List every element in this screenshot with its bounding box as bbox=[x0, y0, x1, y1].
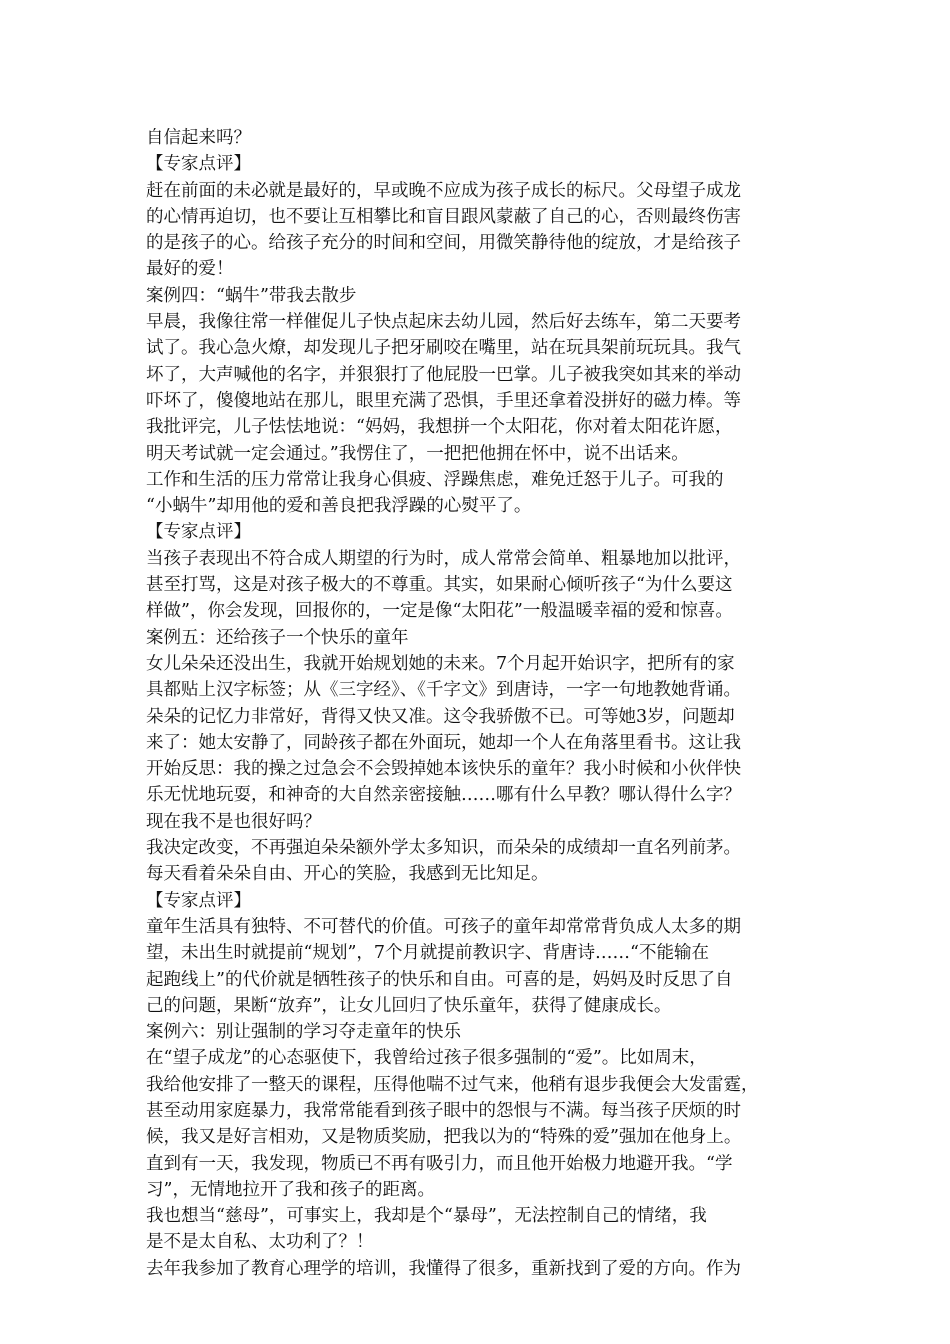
text-line: 的心情再迫切，也不要让互相攀比和盲目跟风蒙蔽了自己的心，否则最终伤害 bbox=[146, 206, 741, 227]
text-line: 直到有一天，我发现，物质已不再有吸引力，而且他开始极力地避开我。“学 bbox=[146, 1153, 733, 1174]
text-line: 每天看着朵朵自由、开心的笑脸，我感到无比知足。 bbox=[146, 864, 549, 885]
text-line: 我也想当“慈母”，可事实上，我却是个“暴母”，无法控制自己的情绪，我 bbox=[146, 1206, 707, 1227]
text-line: 去年我参加了教育心理学的培训，我懂得了很多，重新找到了爱的方向。作为 bbox=[146, 1258, 741, 1279]
text-line: 甚至动用家庭暴力，我常常能看到孩子眼中的怨恨与不满。每当孩子厌烦的时 bbox=[146, 1100, 741, 1121]
text-line: 吓坏了，傻傻地站在那儿，眼里充满了恐惧，手里还拿着没拼好的磁力棒。等 bbox=[146, 390, 741, 411]
text-line: 望，未出生时就提前“规划”，7个月就提前教识字、背唐诗……“不能输在 bbox=[146, 943, 709, 964]
text-line: 试了。我心急火燎，却发现儿子把牙刷咬在嘴里，站在玩具架前玩玩具。我气 bbox=[146, 338, 741, 359]
case-title: 案例四：“蜗牛”带我去散步 bbox=[146, 285, 357, 306]
text-line: 工作和生活的压力常常让我身心俱疲、浮躁焦虑，难免迁怒于儿子。可我的 bbox=[146, 469, 724, 490]
text-line: 早晨，我像往常一样催促儿子快点起床去幼儿园，然后好去练车，第二天要考 bbox=[146, 312, 741, 333]
document-body bbox=[146, 125, 810, 1282]
text-line: 己的问题，果断“放弃”，让女儿回归了快乐童年，获得了健康成长。 bbox=[146, 995, 672, 1016]
text-line: 样做”，你会发现，回报你的，一定是像“太阳花”一般温暖幸福的爱和惊喜。 bbox=[146, 601, 733, 622]
text-line: 自信起来吗？ bbox=[146, 128, 251, 148]
case-title: 案例五：还给孩子一个快乐的童年 bbox=[146, 627, 409, 648]
text-line: 开始反思：我的操之过急会不会毁掉她本该快乐的童年？我小时候和小伙伴快 bbox=[146, 759, 741, 780]
section-heading: 【专家点评】 bbox=[146, 154, 251, 175]
text-line: 女儿朵朵还没出生，我就开始规划她的未来。7个月起开始识字，把所有的家 bbox=[146, 653, 735, 674]
text-line: 赶在前面的未必就是最好的，早或晚不应成为孩子成长的标尺。父母望子成龙 bbox=[146, 180, 741, 201]
text-line: 坏了，大声喊他的名字，并狠狠打了他屁股一巴掌。儿子被我突如其来的举动 bbox=[146, 364, 741, 385]
text-line: 的是孩子的心。给孩子充分的时间和空间，用微笑静待他的绽放，才是给孩子 bbox=[146, 233, 741, 254]
text-line: 当孩子表现出不符合成人期望的行为时，成人常常会简单、粗暴地加以批评， bbox=[146, 548, 741, 569]
text-line: 乐无忧地玩耍，和神奇的大自然亲密接触……哪有什么早教？哪认得什么字？ bbox=[146, 785, 741, 806]
text-line: 具都贴上汉字标签；从《三字经》、《千字文》到唐诗，一字一句地教她背诵。 bbox=[146, 680, 741, 701]
text-line: 候，我又是好言相劝，又是物质奖励，把我以为的“特殊的爱”强加在他身上。 bbox=[146, 1127, 742, 1148]
text-line: 起跑线上”的代价就是牺牲孩子的快乐和自由。可喜的是，妈妈及时反思了自 bbox=[146, 969, 733, 990]
text-line: 甚至打骂，这是对孩子极大的不尊重。其实，如果耐心倾听孩子“为什么要这 bbox=[146, 575, 733, 596]
section-heading: 【专家点评】 bbox=[146, 522, 251, 543]
text-line: 来了：她太安静了，同龄孩子都在外面玩，她却一个人在角落里看书。这让我 bbox=[146, 732, 741, 753]
text-line: 在“望子成龙”的心态驱使下，我曾给过孩子很多强制的“爱”。比如周末， bbox=[146, 1048, 707, 1069]
section-heading: 【专家点评】 bbox=[146, 890, 251, 911]
text-line: 是不是太自私、太功利了？！ bbox=[146, 1232, 374, 1253]
text-line: 我决定改变，不再强迫朵朵额外学太多知识，而朵朵的成绩却一直名列前茅。 bbox=[146, 838, 741, 859]
text-line: 现在我不是也很好吗？ bbox=[146, 811, 321, 832]
text-line: 明天考试就一定会通过。”我愣住了，一把把他拥在怀中，说不出话来。 bbox=[146, 443, 689, 464]
text-line: 朵朵的记忆力非常好，背得又快又准。这令我骄傲不已。可等她3岁，问题却 bbox=[146, 706, 735, 727]
text-line: “小蜗牛”却用他的爱和善良把我浮躁的心熨平了。 bbox=[146, 496, 532, 517]
text-line: 我给他安排了一整天的课程，压得他喘不过气来，他稍有退步我便会大发雷霆， bbox=[146, 1074, 759, 1095]
text-line: 我批评完，儿子怯怯地说：“妈妈，我想拼一个太阳花，你对着太阳花许愿， bbox=[146, 417, 733, 438]
case-title: 案例六：别让强制的学习夺走童年的快乐 bbox=[146, 1022, 461, 1043]
text-line: 最好的爱！ bbox=[146, 259, 234, 280]
text-line: 习”，无情地拉开了我和孩子的距离。 bbox=[146, 1179, 435, 1200]
text-line: 童年生活具有独特、不可替代的价值。可孩子的童年却常常背负成人太多的期 bbox=[146, 916, 741, 937]
